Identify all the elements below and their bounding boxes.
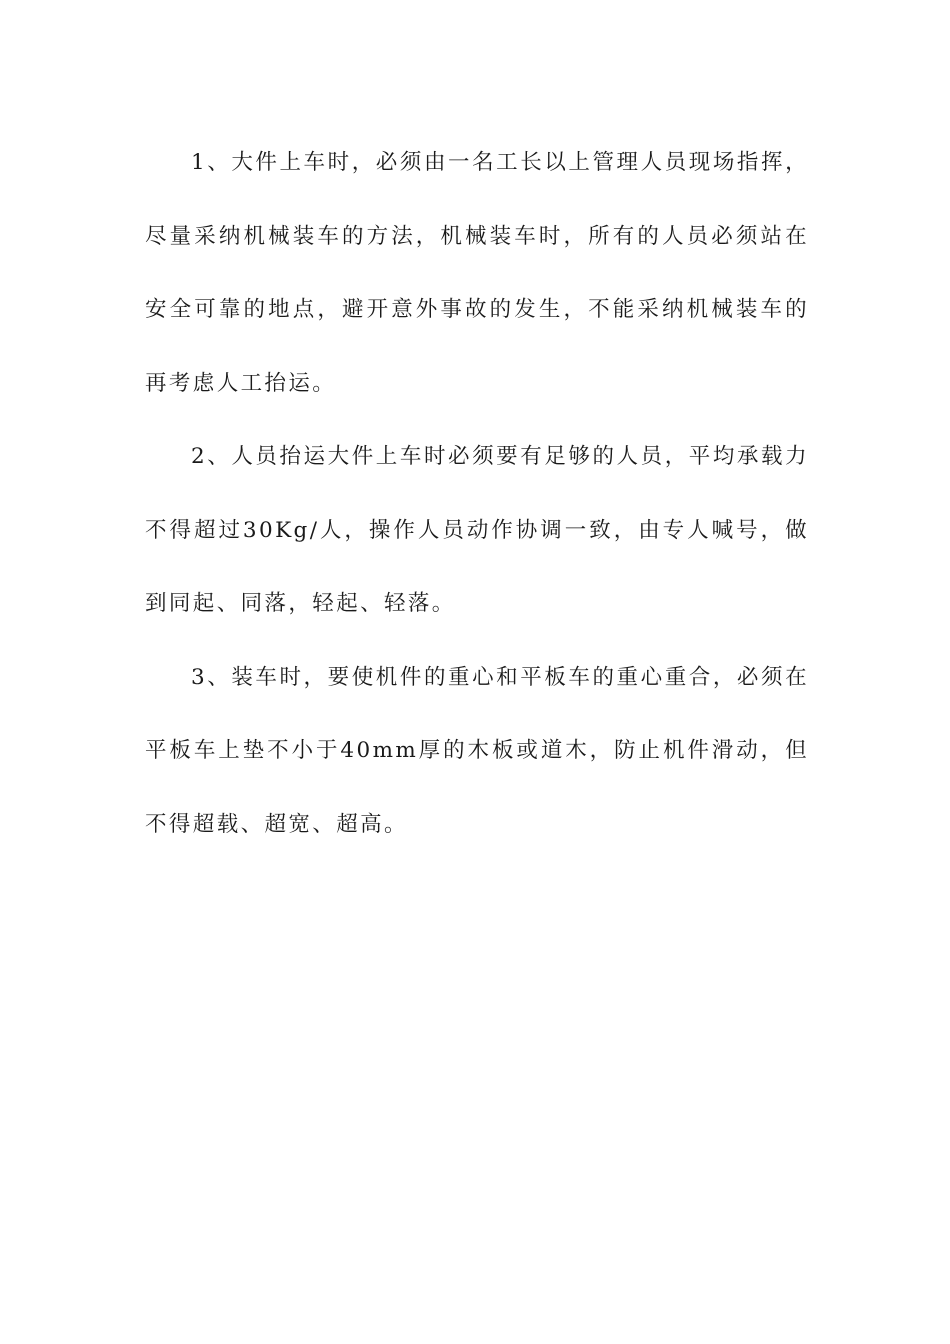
paragraph-3: 3、装车时，要使机件的重心和平板车的重心重合，必须在平板车上垫不小于40mm厚的木板或道木，防止机件滑动，但不得超载、超宽、超高。 [145, 664, 809, 837]
paragraph-2: 2、人员抬运大件上车时必须要有足够的人员，平均承载力不得超过30Kg/人，操作人员动作协调一致，由专人喊号，做到同起、同落，轻起、轻落。 [145, 444, 809, 616]
document-body [145, 126, 809, 861]
paragraph-1: 1、大件上车时，必须由一名工长以上管理人员现场指挥，尽量采纳机械装车的方法，机械装车时，所有的人员必须站在安全可靠的地点，避开意外事故的发生，不能采纳机械装车的再考虑人工抬运。 [145, 150, 809, 396]
